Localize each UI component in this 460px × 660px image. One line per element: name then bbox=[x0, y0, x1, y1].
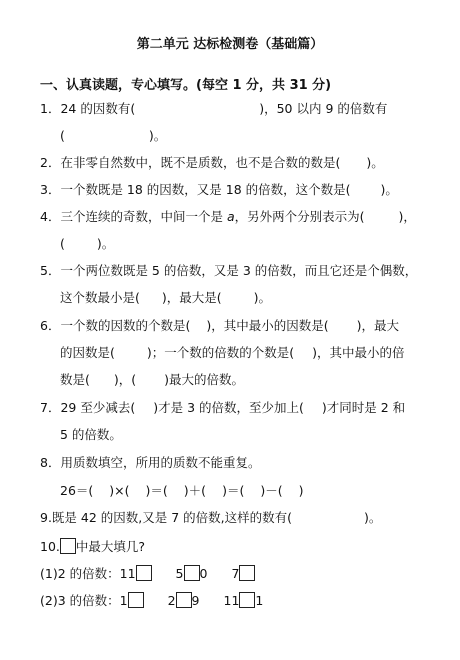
question-4-cont bbox=[60, 236, 114, 252]
q1-text: 1．24 的因数有( bbox=[40, 101, 136, 116]
q8-text: )＝( bbox=[222, 483, 245, 498]
answer-box[interactable] bbox=[239, 592, 255, 608]
q1-text: ( bbox=[60, 128, 65, 143]
q8-text: ) bbox=[298, 483, 304, 498]
question-7 bbox=[40, 400, 405, 416]
question-1-cont bbox=[60, 128, 166, 144]
digit: 11 bbox=[119, 566, 136, 581]
question-5-cont bbox=[60, 290, 271, 306]
q8-text: )×( bbox=[109, 483, 130, 498]
q8-text: )＋( bbox=[183, 483, 207, 498]
q6-text: 6．一个数的因数的个数是( bbox=[40, 318, 191, 333]
q5-text: 这个数最小是( bbox=[60, 290, 140, 305]
digit: 5 bbox=[175, 566, 184, 581]
question-4 bbox=[40, 209, 416, 225]
digit: 7 bbox=[231, 566, 240, 581]
q8-text: 8．用质数填空，所用的质数不能重复。 bbox=[40, 455, 261, 470]
section-heading: 一、认真读题，专心填写。(每空 1 分，共 31 分) bbox=[40, 78, 332, 93]
q6-text: 的因数是( bbox=[60, 345, 115, 360]
digit: 11 bbox=[223, 593, 240, 608]
digit: 9 bbox=[191, 593, 200, 608]
q2-text: 2．在非零自然数中，既不是质数，也不是合数的数是( bbox=[40, 155, 341, 170]
answer-box[interactable] bbox=[176, 592, 192, 608]
question-9 bbox=[40, 510, 381, 526]
q5-text: )，最大是( bbox=[161, 290, 222, 305]
digit: 0 bbox=[199, 566, 208, 581]
row-label: (1)2 的倍数： bbox=[40, 566, 120, 581]
q6-text: 数是( bbox=[60, 372, 90, 387]
q4-text: )。 bbox=[96, 236, 115, 251]
q3-text: 3．一个数既是 18 的因数，又是 18 的倍数，这个数是( bbox=[40, 182, 351, 197]
question-10-row-2 bbox=[40, 592, 263, 609]
q9-text: )。 bbox=[364, 510, 382, 525]
answer-box[interactable] bbox=[184, 565, 200, 581]
q7-text: 7．29 至少减去( bbox=[40, 400, 136, 415]
q4-text: ，另外两个分别表示为( bbox=[234, 209, 365, 224]
digit: 1 bbox=[255, 593, 264, 608]
digit: 2 bbox=[167, 593, 176, 608]
q8-text: )－( bbox=[260, 483, 283, 498]
answer-box[interactable] bbox=[128, 592, 144, 608]
q4-text: )， bbox=[398, 209, 416, 224]
q6-text: )；一个数的倍数的个数是( bbox=[146, 345, 295, 360]
question-6-cont2 bbox=[60, 372, 244, 388]
q10-text: 中最大填几? bbox=[75, 539, 146, 554]
q6-text: )最大的倍数。 bbox=[164, 372, 245, 387]
row-label: (2)3 的倍数： bbox=[40, 593, 120, 608]
q4-text: 4．三个连续的奇数，中间一个是 bbox=[40, 209, 227, 224]
q1-text: )。 bbox=[148, 128, 167, 143]
question-7-cont bbox=[60, 427, 122, 443]
question-8 bbox=[40, 455, 260, 471]
question-10 bbox=[40, 538, 145, 555]
answer-box[interactable] bbox=[60, 538, 76, 554]
question-1 bbox=[40, 101, 387, 117]
q8-text: )＝( bbox=[145, 483, 168, 498]
q7-text: )才是 3 的倍数，至少加上( bbox=[153, 400, 304, 415]
q6-text: )，其中最小的因数是( bbox=[206, 318, 329, 333]
q7-text: 5 的倍数。 bbox=[60, 427, 122, 442]
q1-text: )，50 以内 9 的倍数有 bbox=[259, 101, 388, 116]
page-title: 第二单元 达标检测卷（基础篇） bbox=[136, 37, 324, 52]
digit: 1 bbox=[119, 593, 128, 608]
answer-box[interactable] bbox=[239, 565, 255, 581]
question-3 bbox=[40, 182, 398, 198]
question-10-row-1 bbox=[40, 565, 255, 582]
q6-text: )，( bbox=[113, 372, 137, 387]
variable-a: a bbox=[226, 209, 235, 224]
q3-text: )。 bbox=[380, 182, 398, 197]
question-5 bbox=[40, 263, 417, 279]
q4-text: ( bbox=[60, 236, 65, 251]
q8-text: 26＝( bbox=[60, 483, 94, 498]
q10-text: 10. bbox=[40, 539, 60, 554]
q9-text: 9.既是 42 的因数,又是 7 的倍数,这样的数有( bbox=[40, 510, 293, 525]
q6-text: )，最大 bbox=[356, 318, 399, 333]
question-8-equation bbox=[60, 483, 303, 499]
question-6 bbox=[40, 318, 399, 334]
answer-box[interactable] bbox=[136, 565, 152, 581]
q7-text: )才同时是 2 和 bbox=[321, 400, 406, 415]
q6-text: )，其中最小的倍 bbox=[312, 345, 405, 360]
question-2 bbox=[40, 155, 384, 171]
q5-text: )。 bbox=[253, 290, 272, 305]
question-6-cont bbox=[60, 345, 405, 361]
q5-text: 5．一个两位数既是 5 的倍数，又是 3 的倍数，而且它还是个偶数， bbox=[40, 263, 418, 278]
q2-text: )。 bbox=[366, 155, 384, 170]
